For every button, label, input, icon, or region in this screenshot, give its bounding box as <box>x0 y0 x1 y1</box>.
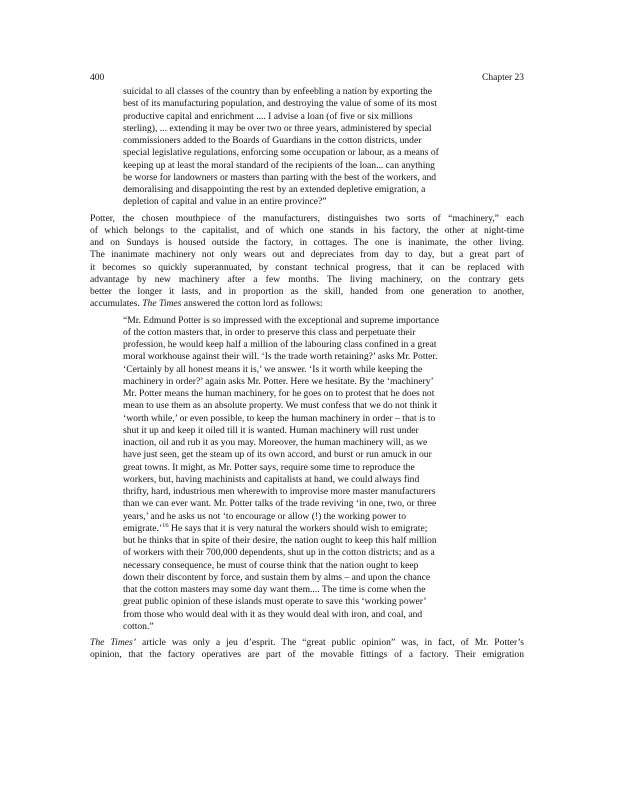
text-line: commissioners added to the Boards of Guardians in the cotton districts, under <box>123 135 422 146</box>
block-quote-times <box>123 315 503 634</box>
newspaper-title: The Times <box>142 298 182 310</box>
text-line: of workers with their 700,000 dependents, shut up in the cotton districts; and as a <box>123 547 435 559</box>
text-line: suicidal to all classes of the country than by enfeebling a nation by exporting the <box>123 86 433 97</box>
text-line: workers, but, having machinists and capitalists at hand, we could always find <box>123 473 420 485</box>
text-line: The inanimate machinery not only wears out and depreciates from day to day, but a great part of <box>90 249 524 261</box>
text-line: opinion, that the factory operatives are part of the movable fittings of a factory. Their emigration <box>90 649 524 661</box>
chapter-title: Chapter 23 <box>482 73 524 83</box>
text-line: of the cotton masters that, in order to preserve this class and perpetuate their <box>123 326 416 338</box>
text-line: special legislative regulations, enforcing some occupation or labour, as a means of <box>123 147 439 159</box>
text-line: it becomes so quickly superannuated, by constant technical progress, that it can be replaced with <box>90 261 524 273</box>
text-line: depletion of capital and value in an entire province?” <box>123 196 327 208</box>
text-line: from those who would deal with it as they would deal with iron, and coal, and <box>123 608 423 620</box>
book-page <box>90 72 524 662</box>
text-line: thrifty, hard, industrious men wherewith to improvise more master manufacturers <box>123 486 436 497</box>
text-line: great towns. It might, as Mr. Potter says, require some time to reproduce the <box>123 461 415 473</box>
text-line: productive capital and enrichment .... I advise a loan (of five or six millions <box>123 110 413 122</box>
paragraph-times-article <box>90 637 524 662</box>
text-line: than we can ever want. Mr. Potter talks of the trade reviving ‘in one, two, or three <box>123 498 437 510</box>
text-line: keeping up at least the moral standard of the recipients of the loan... can anything <box>123 159 435 171</box>
text-line: better the longer it lasts, and in proportion as the skill, handed from one generation to another, <box>90 286 524 297</box>
text-line: sterling), ... extending it may be over two or three years, administered by special <box>123 122 432 134</box>
text-line: machinery in order?’ again asks Mr. Potter. Here we hesitate. By the ‘machinery’ <box>123 375 434 387</box>
text-line: years,’ and he asks us not ‘to encourage or allow (!) the working power to <box>123 510 407 522</box>
block-quote-emigration <box>123 86 503 209</box>
text-line: be worse for landowners or masters than parting with the best of the workers, and <box>123 171 437 183</box>
paragraph-potter-machinery <box>90 213 524 311</box>
running-header <box>90 72 524 84</box>
text-line: mean to use them as an absolute property. We must confess that we do not think it <box>123 400 438 412</box>
page-number: 400 <box>90 73 105 83</box>
text-line: shut it up and keep it oiled till it is wanted. Human machinery will rust under <box>123 424 419 436</box>
text-line: The Times’ article was only a jeu d’esprit. The “great public opinion” was, in fact, of Mr. Potter’s <box>90 637 524 648</box>
text-line: ‘worth while,’ or even possible, to keep the human machinery in order – that is to <box>123 412 436 424</box>
text-line: but he thinks that in spite of their desire, the nation ought to keep this half million <box>123 535 437 546</box>
text-line: moral workhouse against their will. ‘Is the trade worth retaining?’ asks Mr. Potter. <box>123 351 438 363</box>
text-line: Mr. Potter means the human machinery, for he goes on to protest that he does not <box>123 388 435 399</box>
text-line: emigrate.’$^{16}$ He says that it is very natural the workers should wish to emigrate; <box>123 521 428 534</box>
text-line: inaction, oil and rub it as you may. Moreover, the human machinery will, as we <box>123 437 428 448</box>
text-line: “Mr. Edmund Potter is so impressed with the exceptional and supreme importance <box>123 314 439 326</box>
text-line: great public opinion of these islands must operate to save this ‘working power’ <box>123 596 427 608</box>
text-line: and on Sundays is housed outside the factory, in cottages. The one is inanimate, the other living. <box>90 237 524 248</box>
footnote-marker[interactable]: 16 <box>162 521 169 529</box>
text-line: have just seen, get the steam up of its own accord, and burst or run amuck in our <box>123 449 432 461</box>
text-line: Potter, the chosen mouthpiece of the manufacturers, distinguishes two sorts of “machinery,” each <box>90 212 524 224</box>
newspaper-title: The Times’ <box>90 637 136 648</box>
text-line: advantage by new machinery after a few months. The living machinery, on the contrary gets <box>90 273 524 285</box>
text-line: down their discontent by force, and sustain them by alms – and upon the chance <box>123 571 431 583</box>
text-line: of which belongs to the capitalist, and of which one stands in his factory, the other at night-time <box>90 224 524 236</box>
text-line: ‘Certainly by all honest means it is,’ we answer. ‘Is it worth while keeping the <box>123 363 423 375</box>
text-line: that the cotton masters may some day want them.... The time is come when the <box>123 584 426 595</box>
text-line: demoralising and disappointing the rest by an extended depletive emigration, a <box>123 184 426 195</box>
text-line: necessary consequence, he must of course think that the nation ought to keep <box>123 559 419 571</box>
text-line: profession, he would keep half a million of the labouring class confined in a great <box>123 339 437 350</box>
text-line: cotton.” <box>123 620 154 632</box>
text-line: accumulates. The Times answered the cotton lord as follows: <box>90 298 323 310</box>
text-line: best of its manufacturing population, and destroying the value of some of its most <box>123 98 437 110</box>
